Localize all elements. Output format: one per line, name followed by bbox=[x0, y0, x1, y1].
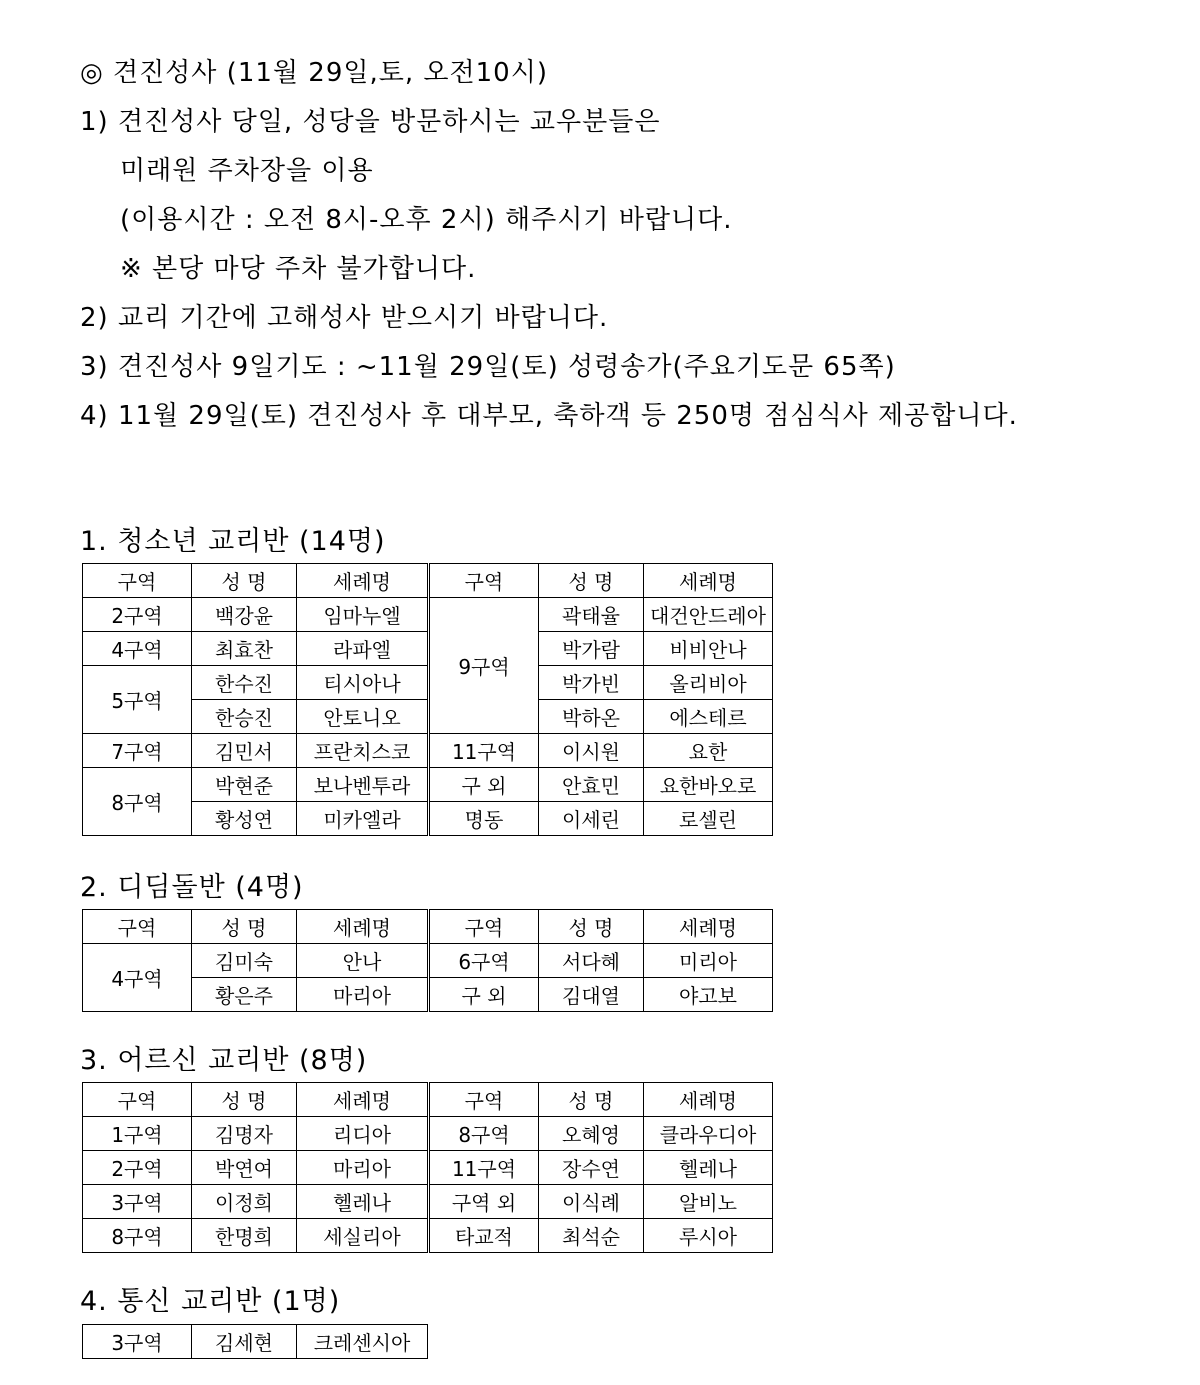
baptismal-name-cell: 야고보 bbox=[644, 978, 773, 1012]
table-row bbox=[83, 1117, 773, 1151]
header-baptismal-name: 세례명 bbox=[297, 564, 429, 598]
name-cell: 김명자 bbox=[192, 1117, 297, 1151]
name-cell: 안효민 bbox=[539, 768, 644, 802]
baptismal-name-cell: 올리비아 bbox=[644, 666, 773, 700]
name-cell: 한수진 bbox=[192, 666, 297, 700]
baptismal-name-cell: 미카엘라 bbox=[297, 802, 429, 836]
table-row bbox=[83, 1325, 428, 1359]
zone-cell: 4구역 bbox=[83, 632, 192, 666]
zone-cell: 11구역 bbox=[429, 1151, 539, 1185]
section-3-table bbox=[82, 1082, 773, 1253]
header-name: 성 명 bbox=[192, 1083, 297, 1117]
table-header-row bbox=[83, 1083, 773, 1117]
header-baptismal-name: 세례명 bbox=[644, 1083, 773, 1117]
section-4-title: 4. 통신 교리반 (1명) bbox=[80, 1286, 341, 1317]
header-name: 성 명 bbox=[539, 910, 644, 944]
section-4-table bbox=[82, 1324, 428, 1359]
zone-cell: 구 외 bbox=[429, 978, 539, 1012]
zone-cell: 8구역 bbox=[429, 1117, 539, 1151]
name-cell: 박연여 bbox=[192, 1151, 297, 1185]
baptismal-name-cell: 리디아 bbox=[297, 1117, 429, 1151]
name-cell: 김대열 bbox=[539, 978, 644, 1012]
name-cell: 이식례 bbox=[539, 1185, 644, 1219]
baptismal-name-cell: 크레센시아 bbox=[297, 1325, 428, 1359]
zone-cell: 8구역 bbox=[83, 1219, 192, 1253]
baptismal-name-cell: 라파엘 bbox=[297, 632, 429, 666]
header-baptismal-name: 세례명 bbox=[297, 910, 429, 944]
header-baptismal-name: 세례명 bbox=[644, 564, 773, 598]
table-row bbox=[83, 944, 773, 978]
header-name: 성 명 bbox=[539, 1083, 644, 1117]
header-zone: 구역 bbox=[83, 564, 192, 598]
zone-cell: 7구역 bbox=[83, 734, 192, 768]
table-header-row bbox=[83, 564, 773, 598]
zone-cell: 3구역 bbox=[83, 1185, 192, 1219]
table-row bbox=[83, 768, 773, 802]
zone-cell: 타교적 bbox=[429, 1219, 539, 1253]
baptismal-name-cell: 로셀린 bbox=[644, 802, 773, 836]
baptismal-name-cell: 티시아나 bbox=[297, 666, 429, 700]
header-baptismal-name: 세례명 bbox=[297, 1083, 429, 1117]
zone-cell: 구역 외 bbox=[429, 1185, 539, 1219]
name-cell: 박하온 bbox=[539, 700, 644, 734]
baptismal-name-cell: 보나벤투라 bbox=[297, 768, 429, 802]
notice-item-2: 2) 교리 기간에 고해성사 받으시기 바랍니다. bbox=[80, 303, 609, 333]
name-cell: 황은주 bbox=[192, 978, 297, 1012]
name-cell: 김미숙 bbox=[192, 944, 297, 978]
table-row bbox=[83, 1185, 773, 1219]
name-cell: 서다혜 bbox=[539, 944, 644, 978]
table-header-row bbox=[83, 910, 773, 944]
notice-item-1-note: ※ 본당 마당 주차 불가합니다. bbox=[120, 254, 477, 284]
header-zone: 구역 bbox=[83, 910, 192, 944]
baptismal-name-cell: 루시아 bbox=[644, 1219, 773, 1253]
section-3-title: 3. 어르신 교리반 (8명) bbox=[80, 1045, 368, 1076]
name-cell: 백강윤 bbox=[192, 598, 297, 632]
section-1-table bbox=[82, 563, 773, 836]
table-row bbox=[83, 1219, 773, 1253]
table-row bbox=[83, 598, 773, 632]
zone-cell: 2구역 bbox=[83, 1151, 192, 1185]
baptismal-name-cell: 요한 bbox=[644, 734, 773, 768]
name-cell: 최효찬 bbox=[192, 632, 297, 666]
zone-cell: 명동 bbox=[429, 802, 539, 836]
name-cell: 한명희 bbox=[192, 1219, 297, 1253]
zone-cell: 2구역 bbox=[83, 598, 192, 632]
header-name: 성 명 bbox=[192, 910, 297, 944]
name-cell: 황성연 bbox=[192, 802, 297, 836]
baptismal-name-cell: 클라우디아 bbox=[644, 1117, 773, 1151]
header-baptismal-name: 세례명 bbox=[644, 910, 773, 944]
zone-cell: 9구역 bbox=[429, 598, 539, 734]
baptismal-name-cell: 프란치스코 bbox=[297, 734, 429, 768]
name-cell: 이정희 bbox=[192, 1185, 297, 1219]
notice-item-1-hours: (이용시간 : 오전 8시-오후 2시) 해주시기 바랍니다. bbox=[120, 205, 733, 235]
name-cell: 이세린 bbox=[539, 802, 644, 836]
zone-cell: 3구역 bbox=[83, 1325, 192, 1359]
baptismal-name-cell: 알비노 bbox=[644, 1185, 773, 1219]
baptismal-name-cell: 헬레나 bbox=[297, 1185, 429, 1219]
name-cell: 곽태율 bbox=[539, 598, 644, 632]
notice-title: ◎ 견진성사 (11월 29일,토, 오전10시) bbox=[80, 58, 548, 88]
table-row bbox=[83, 1151, 773, 1185]
table-row bbox=[83, 632, 773, 666]
header-zone: 구역 bbox=[429, 564, 539, 598]
name-cell: 최석순 bbox=[539, 1219, 644, 1253]
section-2-table bbox=[82, 909, 773, 1012]
baptismal-name-cell: 임마누엘 bbox=[297, 598, 429, 632]
header-zone: 구역 bbox=[83, 1083, 192, 1117]
baptismal-name-cell: 안토니오 bbox=[297, 700, 429, 734]
baptismal-name-cell: 미리아 bbox=[644, 944, 773, 978]
section-1-title: 1. 청소년 교리반 (14명) bbox=[80, 526, 386, 557]
header-name: 성 명 bbox=[539, 564, 644, 598]
baptismal-name-cell: 요한바오로 bbox=[644, 768, 773, 802]
baptismal-name-cell: 마리아 bbox=[297, 1151, 429, 1185]
table-row bbox=[83, 666, 773, 700]
name-cell: 박가람 bbox=[539, 632, 644, 666]
baptismal-name-cell: 세실리아 bbox=[297, 1219, 429, 1253]
name-cell: 김세현 bbox=[192, 1325, 297, 1359]
baptismal-name-cell: 대건안드레아 bbox=[644, 598, 773, 632]
name-cell: 박현준 bbox=[192, 768, 297, 802]
baptismal-name-cell: 비비안나 bbox=[644, 632, 773, 666]
notice-item-1: 1) 견진성사 당일, 성당을 방문하시는 교우분들은 bbox=[80, 107, 661, 137]
header-name: 성 명 bbox=[192, 564, 297, 598]
zone-cell: 5구역 bbox=[83, 666, 192, 734]
header-zone: 구역 bbox=[429, 1083, 539, 1117]
notice-item-3: 3) 견진성사 9일기도 : ~11월 29일(토) 성령송가(주요기도문 65쪽) bbox=[80, 352, 896, 382]
baptismal-name-cell: 안나 bbox=[297, 944, 429, 978]
name-cell: 오혜영 bbox=[539, 1117, 644, 1151]
zone-cell: 구 외 bbox=[429, 768, 539, 802]
name-cell: 장수연 bbox=[539, 1151, 644, 1185]
table-row bbox=[83, 734, 773, 768]
zone-cell: 11구역 bbox=[429, 734, 539, 768]
zone-cell: 6구역 bbox=[429, 944, 539, 978]
name-cell: 한승진 bbox=[192, 700, 297, 734]
zone-cell: 8구역 bbox=[83, 768, 192, 836]
header-zone: 구역 bbox=[429, 910, 539, 944]
baptismal-name-cell: 헬레나 bbox=[644, 1151, 773, 1185]
section-2-title: 2. 디딤돌반 (4명) bbox=[80, 872, 304, 903]
name-cell: 이시원 bbox=[539, 734, 644, 768]
baptismal-name-cell: 마리아 bbox=[297, 978, 429, 1012]
name-cell: 박가빈 bbox=[539, 666, 644, 700]
zone-cell: 1구역 bbox=[83, 1117, 192, 1151]
zone-cell: 4구역 bbox=[83, 944, 192, 1012]
baptismal-name-cell: 에스테르 bbox=[644, 700, 773, 734]
notice-item-1-cont: 미래원 주차장을 이용 bbox=[120, 156, 374, 186]
name-cell: 김민서 bbox=[192, 734, 297, 768]
notice-item-4: 4) 11월 29일(토) 견진성사 후 대부모, 축하객 등 250명 점심식사 제공합니다. bbox=[80, 401, 1018, 431]
